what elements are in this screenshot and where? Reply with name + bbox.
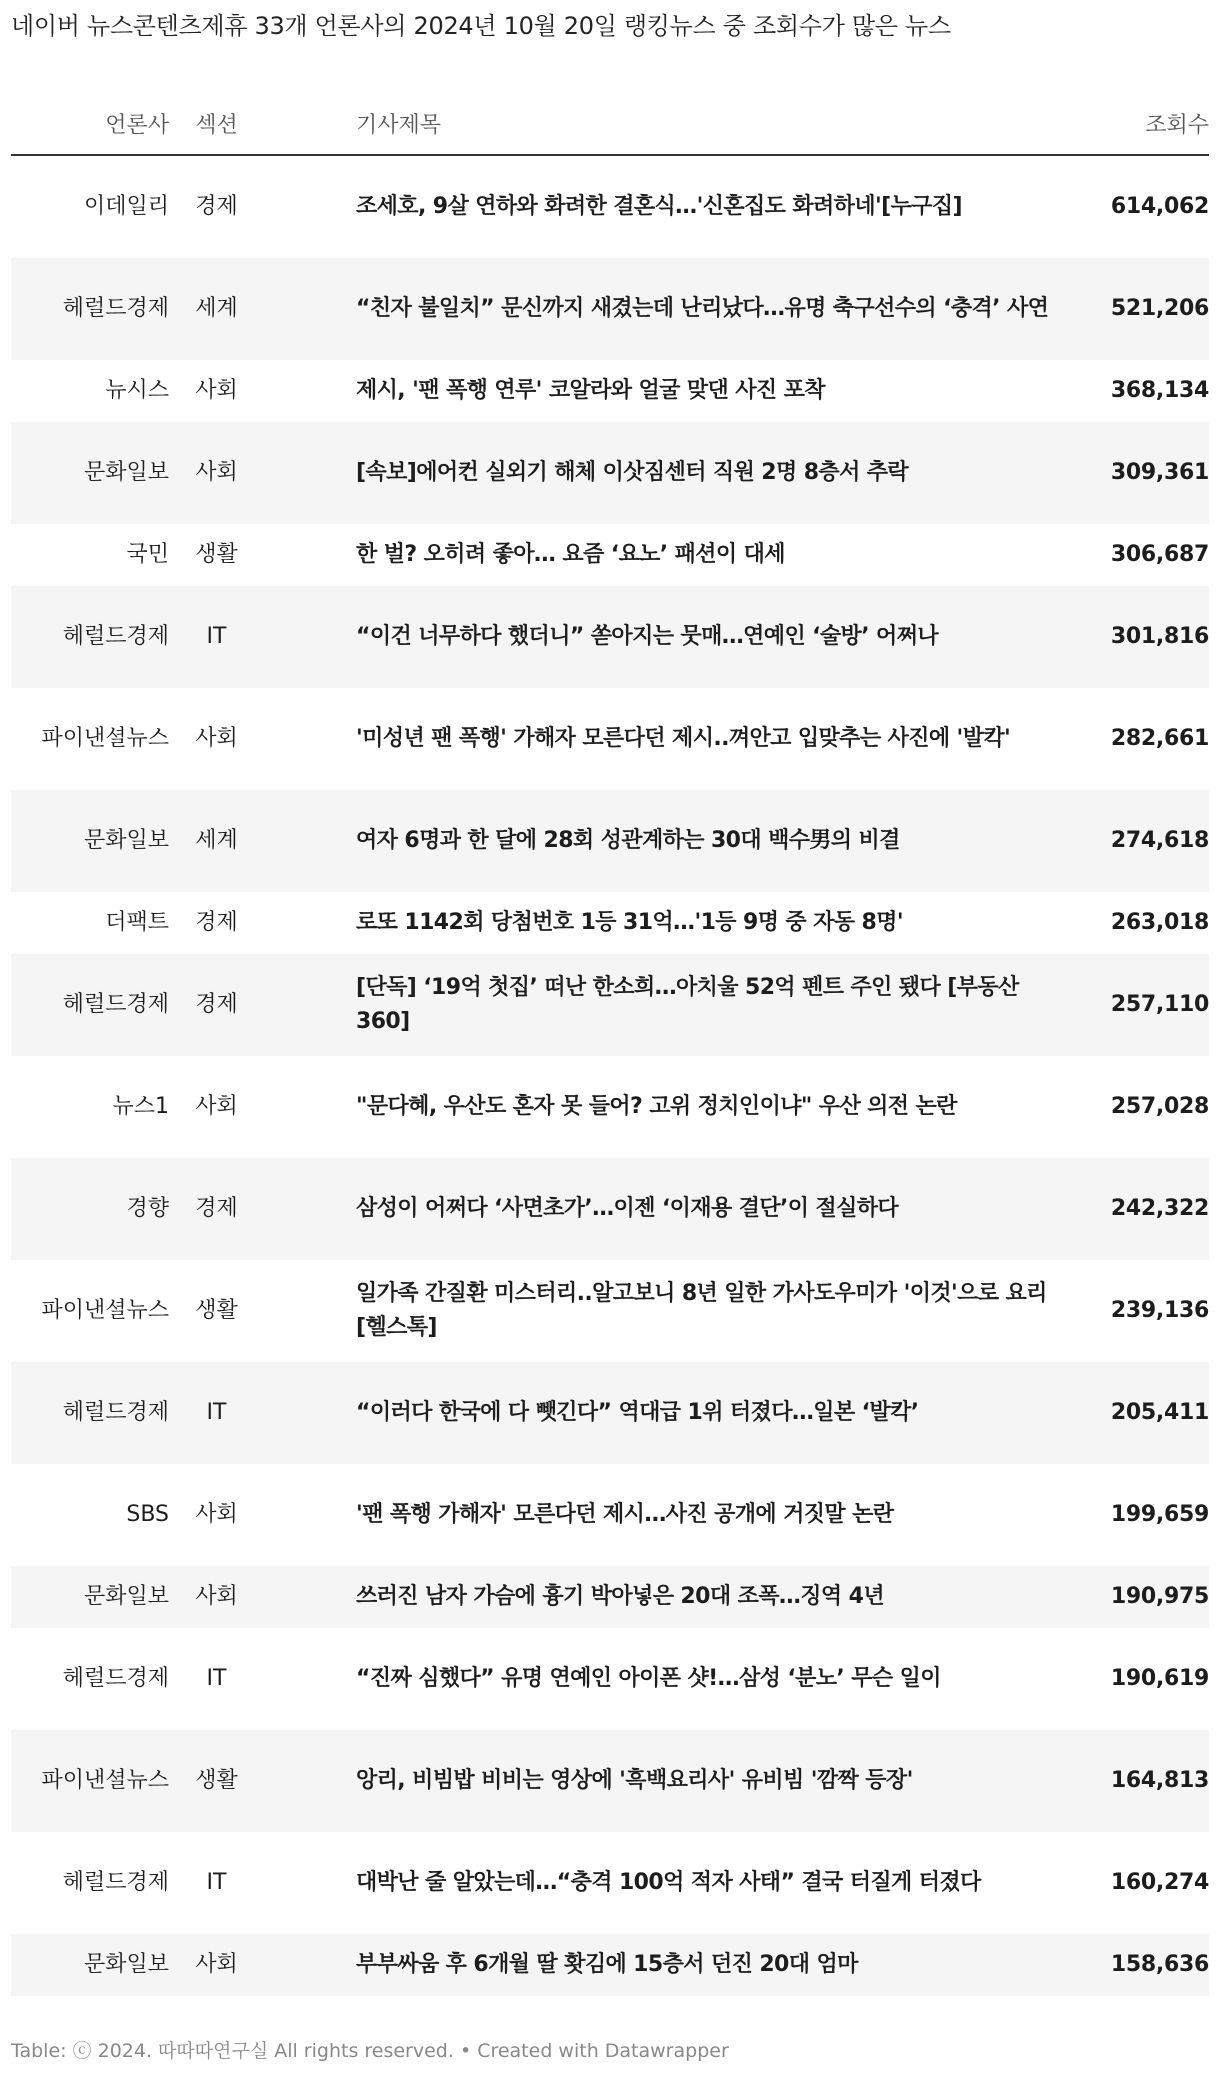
section-cell: 세계 xyxy=(169,258,264,360)
table-row xyxy=(11,360,1209,422)
table-row xyxy=(11,155,1209,258)
spacer-cell xyxy=(264,1628,356,1730)
table-row xyxy=(11,1056,1209,1158)
views-cell: 242,322 xyxy=(1071,1158,1209,1260)
publisher-cell: 헤럴드경제 xyxy=(62,1870,169,1895)
section-cell: 생활 xyxy=(195,1298,238,1323)
headline-cell: “이건 너무하다 했더니” 쏟아지는 뭇매…연예인 ‘술방’ 어쩌나 xyxy=(356,586,1071,688)
views-cell: 239,136 xyxy=(1110,1298,1209,1323)
views-cell: 190,619 xyxy=(1110,1666,1209,1691)
section-cell: 사회 xyxy=(169,422,264,524)
spacer-cell xyxy=(264,155,356,258)
publisher-cell: 헤럴드경제 xyxy=(11,258,169,360)
section-cell: 경제 xyxy=(169,1158,264,1260)
table-row xyxy=(11,1464,1209,1566)
publisher-cell: 경향 xyxy=(11,1158,169,1260)
spacer-cell xyxy=(264,422,356,524)
publisher-cell: SBS xyxy=(126,1502,169,1527)
headline-cell: 조세호, 9살 연하와 화려한 결혼식…'신혼집도 화려하네'[누구집] xyxy=(356,194,962,219)
section-cell: 경제 xyxy=(195,194,238,219)
section-cell: IT xyxy=(206,1870,227,1895)
headline-cell: '미성년 팬 폭행' 가해자 모른다던 제시..껴안고 입맞추는 사진에 '발칵' xyxy=(356,726,1011,751)
spacer-cell xyxy=(264,1260,356,1362)
table-row xyxy=(11,1628,1209,1730)
headline-cell: [단독] ‘19억 첫집’ 떠난 한소희…아치울 52억 펜트 주인 됐다 [부동산360] xyxy=(356,954,1071,1056)
publisher-cell: 헤럴드경제 xyxy=(11,586,169,688)
views-cell: 309,361 xyxy=(1071,422,1209,524)
views-cell: 282,661 xyxy=(1110,726,1209,751)
publisher-cell: 헤럴드경제 xyxy=(62,1666,169,1691)
views-cell: 263,018 xyxy=(1110,910,1209,935)
header-section[interactable]: 섹션 xyxy=(169,92,264,155)
header-spacer xyxy=(264,92,356,155)
table-row xyxy=(11,258,1209,360)
views-cell: 274,618 xyxy=(1071,790,1209,892)
views-cell: 205,411 xyxy=(1071,1362,1209,1464)
publisher-cell: 헤럴드경제 xyxy=(11,1362,169,1464)
table-row xyxy=(11,1934,1209,1996)
publisher-cell: 문화일보 xyxy=(11,1934,169,1996)
footer-credit: Table: ⓒ 2024. 따따따연구실 All rights reserved. • Created with Datawrapper xyxy=(11,2040,729,2062)
headline-cell: 삼성이 어쩌다 ‘사면초가’…이젠 ‘이재용 결단’이 절실하다 xyxy=(356,1158,1071,1260)
section-cell: 사회 xyxy=(195,1094,238,1119)
publisher-cell: 파이낸셜뉴스 xyxy=(41,1298,169,1323)
section-cell: IT xyxy=(169,586,264,688)
chart-title: 네이버 뉴스콘텐츠제휴 33개 언론사의 2024년 10월 20일 랭킹뉴스 중 조회수가 많은 뉴스 xyxy=(11,12,951,40)
ranking-table xyxy=(11,92,1209,1996)
section-cell: IT xyxy=(169,1362,264,1464)
spacer-cell xyxy=(264,892,356,954)
spacer-cell xyxy=(264,954,356,1056)
section-cell: 경제 xyxy=(169,954,264,1056)
publisher-cell: 이데일리 xyxy=(83,194,169,219)
table-row xyxy=(11,586,1209,688)
views-cell: 306,687 xyxy=(1110,542,1209,567)
section-cell: 생활 xyxy=(169,1730,264,1832)
section-cell: 사회 xyxy=(195,1502,238,1527)
table-row xyxy=(11,1566,1209,1628)
spacer-cell xyxy=(264,1362,356,1464)
views-cell: 521,206 xyxy=(1071,258,1209,360)
section-cell: 세계 xyxy=(169,790,264,892)
views-cell: 164,813 xyxy=(1071,1730,1209,1832)
headline-cell: “이러다 한국에 다 뺏긴다” 역대급 1위 터졌다…일본 ‘발칵’ xyxy=(356,1362,1071,1464)
publisher-cell: 뉴시스 xyxy=(105,378,169,403)
spacer-cell xyxy=(264,1158,356,1260)
publisher-cell: 문화일보 xyxy=(11,1566,169,1628)
headline-cell: 로또 1142회 당첨번호 1등 31억…'1등 9명 중 자동 8명' xyxy=(356,910,904,935)
section-cell: 경제 xyxy=(195,910,238,935)
spacer-cell xyxy=(264,258,356,360)
publisher-cell: 국민 xyxy=(126,542,169,567)
publisher-cell: 더팩트 xyxy=(105,910,169,935)
section-cell: 사회 xyxy=(169,1934,264,1996)
table-row xyxy=(11,892,1209,954)
table-row xyxy=(11,954,1209,1056)
publisher-cell: 파이낸셜뉴스 xyxy=(11,1730,169,1832)
spacer-cell xyxy=(264,1832,356,1934)
publisher-cell: 뉴스1 xyxy=(112,1094,169,1119)
spacer-cell xyxy=(264,1934,356,1996)
spacer-cell xyxy=(264,1464,356,1566)
views-cell: 160,274 xyxy=(1110,1870,1209,1895)
headline-cell: 앙리, 비빔밥 비비는 영상에 '흑백요리사' 유비빔 '깜짝 등장' xyxy=(356,1730,1071,1832)
spacer-cell xyxy=(264,1730,356,1832)
views-cell: 368,134 xyxy=(1110,378,1209,403)
table-header xyxy=(11,92,1209,155)
spacer-cell xyxy=(264,586,356,688)
section-cell: 사회 xyxy=(169,1566,264,1628)
table-row xyxy=(11,790,1209,892)
headline-cell: [속보]에어컨 실외기 해체 이삿짐센터 직원 2명 8층서 추락 xyxy=(356,422,1071,524)
spacer-cell xyxy=(264,524,356,586)
views-cell: 199,659 xyxy=(1110,1502,1209,1527)
table-row xyxy=(11,1730,1209,1832)
views-cell: 257,028 xyxy=(1110,1094,1209,1119)
table-body xyxy=(11,155,1209,1996)
table-row xyxy=(11,422,1209,524)
headline-cell: 한 벌? 오히려 좋아… 요즘 ‘요노’ 패션이 대세 xyxy=(356,542,785,567)
section-cell: 생활 xyxy=(195,542,238,567)
headline-cell: '팬 폭행 가해자' 모른다던 제시…사진 공개에 거짓말 논란 xyxy=(356,1502,894,1527)
headline-cell: 부부싸움 후 6개월 딸 홧김에 15층서 던진 20대 엄마 xyxy=(356,1934,1071,1996)
headline-cell: "문다혜, 우산도 혼자 못 들어? 고위 정치인이냐" 우산 의전 논란 xyxy=(356,1094,957,1119)
headline-cell: 쓰러진 남자 가슴에 흉기 박아넣은 20대 조폭…징역 4년 xyxy=(356,1566,1071,1628)
spacer-cell xyxy=(264,1566,356,1628)
spacer-cell xyxy=(264,360,356,422)
headline-cell: 대박난 줄 알았는데…“충격 100억 적자 사태” 결국 터질게 터졌다 xyxy=(356,1870,981,1895)
views-cell: 257,110 xyxy=(1071,954,1209,1056)
header-headline[interactable]: 기사제목 xyxy=(356,92,1071,155)
publisher-cell: 헤럴드경제 xyxy=(11,954,169,1056)
table-row xyxy=(11,688,1209,790)
header-publisher[interactable]: 언론사 xyxy=(11,92,169,155)
headline-cell: 제시, '팬 폭행 연루' 코알라와 얼굴 맞댄 사진 포착 xyxy=(356,378,825,403)
spacer-cell xyxy=(264,790,356,892)
section-cell: 사회 xyxy=(195,378,238,403)
views-cell: 614,062 xyxy=(1110,194,1209,219)
publisher-cell: 문화일보 xyxy=(11,422,169,524)
section-cell: IT xyxy=(206,1666,227,1691)
table-row xyxy=(11,524,1209,586)
spacer-cell xyxy=(264,688,356,790)
spacer-cell xyxy=(264,1056,356,1158)
table-row xyxy=(11,1158,1209,1260)
headline-cell: 일가족 간질환 미스터리..알고보니 8년 일한 가사도우미가 '이것'으로 요리 [헬스톡] xyxy=(356,1281,1047,1340)
table-row xyxy=(11,1362,1209,1464)
publisher-cell: 파이낸셜뉴스 xyxy=(41,726,169,751)
publisher-cell: 문화일보 xyxy=(11,790,169,892)
section-cell: 사회 xyxy=(195,726,238,751)
views-cell: 301,816 xyxy=(1071,586,1209,688)
header-views[interactable]: 조회수 xyxy=(1071,92,1209,155)
views-cell: 190,975 xyxy=(1071,1566,1209,1628)
headline-cell: 여자 6명과 한 달에 28회 성관계하는 30대 백수男의 비결 xyxy=(356,790,1071,892)
table-row xyxy=(11,1260,1209,1362)
header-row xyxy=(11,92,1209,155)
headline-cell: “진짜 심했다” 유명 연예인 아이폰 샷!…삼성 ‘분노’ 무슨 일이 xyxy=(356,1666,941,1691)
table-row xyxy=(11,1832,1209,1934)
headline-cell: “친자 불일치” 문신까지 새겼는데 난리났다…유명 축구선수의 ‘충격’ 사연 xyxy=(356,258,1071,360)
views-cell: 158,636 xyxy=(1071,1934,1209,1996)
